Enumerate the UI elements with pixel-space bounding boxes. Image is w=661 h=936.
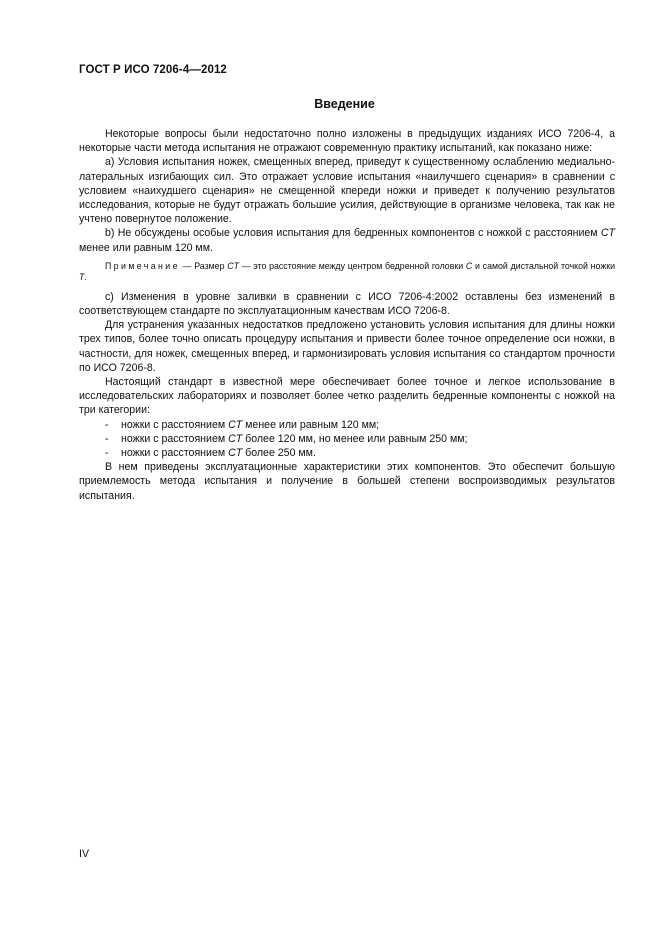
list-dash: - (105, 447, 109, 460)
list-item-text: более 120 мм, но менее или равным 250 мм; (242, 432, 468, 445)
item-b-text-end: менее или равным 120 мм. (79, 241, 213, 254)
note-paragraph (79, 261, 615, 284)
section-title: Введение (314, 97, 375, 111)
note-text-end: . (84, 272, 87, 283)
list-dash: - (105, 418, 109, 431)
list-item-text: более 250 мм. (242, 447, 316, 460)
item-c-paragraph: c) Изменения в уровне заливки в сравнении с ИСО 7206-4:2002 оставлены без изменений в соответствующем стандарте по эксплуатационным качествам ИСО 7206-8. (79, 290, 615, 318)
item-b-text-start: b) Не обсуждены особые условия испытания для бедренных компонентов с ножкой с расстоянием (105, 227, 601, 240)
ct-symbol: CT (228, 432, 243, 445)
categories-paragraph: Настоящий стандарт в известной мере обеспечивает более точное и легкое использование в исследовательских лабораториях и позволяет более четко разделить бедренные компоненты с ножкой на три категории: (79, 376, 615, 417)
list-item (79, 418, 615, 432)
note-t-symbol: T (79, 272, 85, 283)
conclusion-paragraph: В нем приведены эксплуатационные характеристики этих компонентов. Это обеспечит большую приемлемость метода испытания и получение в большей степени воспроизводимых результатов испытания. (79, 461, 615, 502)
list-item-text: ножки с расстоянием (121, 432, 229, 445)
note-text-1: — Размер (179, 260, 228, 271)
document-header: ГОСТ Р ИСО 7206-4—2012 (79, 64, 227, 76)
list-item-text: менее или равным 120 мм; (242, 418, 380, 431)
categories-list (79, 418, 615, 461)
list-item (79, 432, 615, 446)
page-number: IV (79, 848, 90, 860)
list-item-text: ножки с расстоянием (121, 447, 229, 460)
ct-symbol: CT (600, 227, 615, 240)
note-text-3: и самой дистальной точкой ножки (472, 260, 615, 271)
note-ct-symbol: CT (227, 260, 239, 271)
list-item (79, 446, 615, 460)
document-body (79, 127, 615, 503)
item-b-paragraph (79, 226, 615, 254)
ct-symbol: CT (228, 447, 243, 460)
list-dash: - (105, 432, 109, 445)
note-text-2: — это расстояние между центром бедренной головки (238, 260, 466, 271)
ct-symbol: CT (228, 418, 243, 431)
intro-paragraph: Некоторые вопросы были недостаточно полно изложены в предыдущих изданиях ИСО 7206-4, а некоторые части метода испытания не отражают современную практику испытаний, как показано ниже: (79, 128, 615, 155)
note-label: Примечание (105, 260, 180, 271)
list-item-text: ножки с расстоянием (121, 418, 229, 431)
note-c-symbol: C (465, 260, 473, 271)
item-a-paragraph: a) Условия испытания ножек, смещенных вперед, приведут к существенному ослаблению медиально-латеральных изгибающих сил. Это отражает условие испытания «наилучшего сценария» в сравнении с условием «наихудшего сценария» не смещенной кпереди ножки и приведет к получению результатов исследования, которые не будут отражать большие усилия, действующие в организме человека, так как не учтено повернутое положение. (79, 156, 615, 226)
remedy-paragraph: Для устранения указанных недостатков предложено установить условия испытания для длины ножки трех типов, более точно описать процедуру испытания и привести более точное определение оси ножки, в частности, для ножек, смещенных вперед, и гармонизировать условия испытания со стандартом прочности по ИСО 7206-8. (79, 319, 615, 374)
